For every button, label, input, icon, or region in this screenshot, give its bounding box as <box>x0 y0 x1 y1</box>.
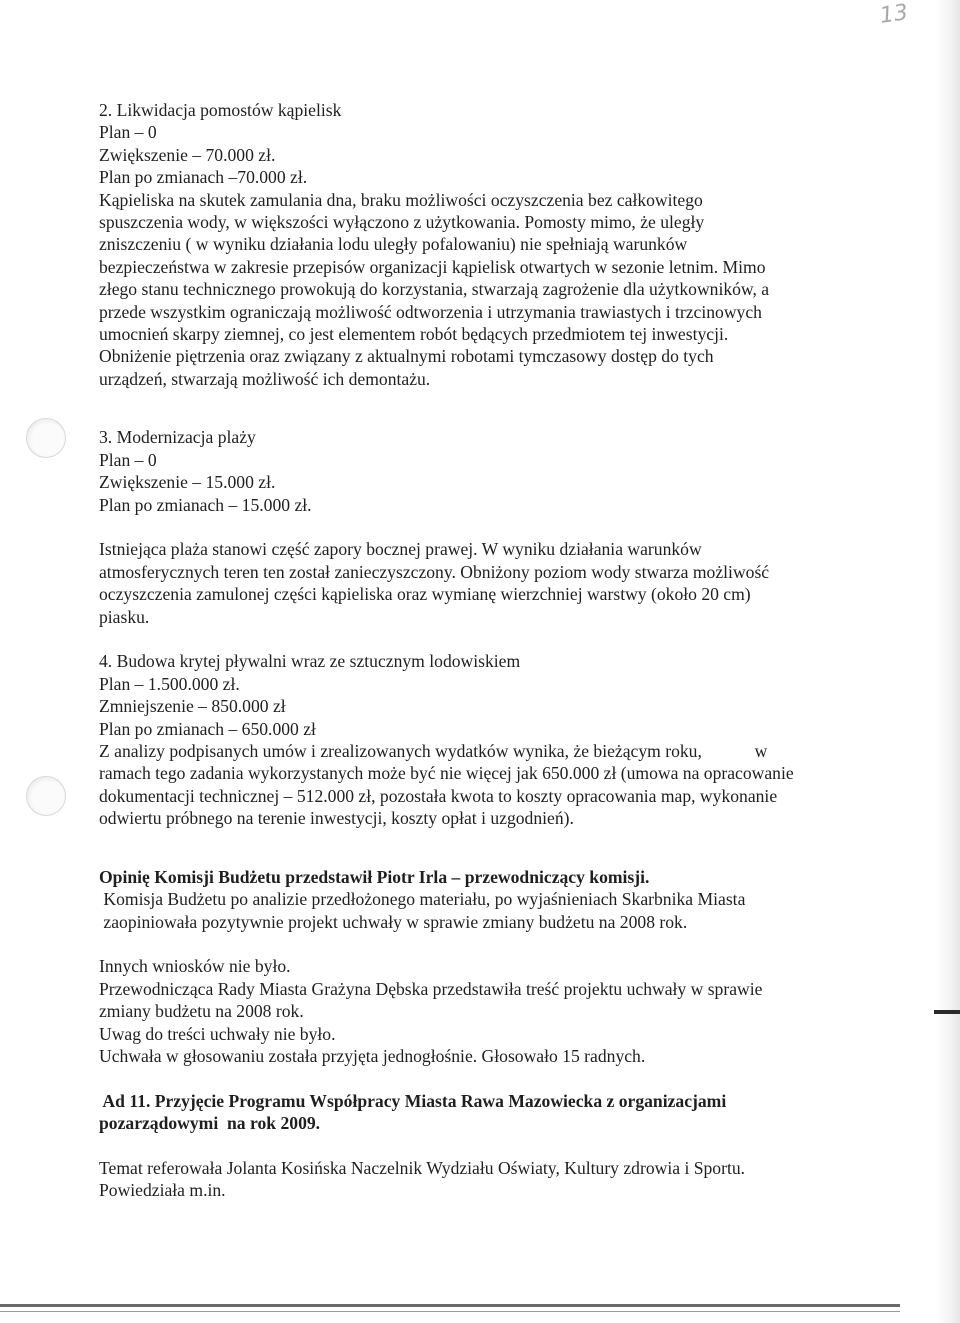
spacer <box>99 412 851 426</box>
paragraph-line: Istniejąca plaża stanowi część zapory bocznej prawej. W wyniku działania warunków <box>99 539 702 560</box>
final-line: Temat referowała Jolanta Kosińska Naczelnik Wydziału Oświaty, Kultury zdrowia i Sportu. <box>99 1157 746 1178</box>
page-edge-shadow <box>936 0 960 1323</box>
spacer <box>99 390 851 412</box>
bottom-scan-line <box>0 1304 900 1307</box>
section-heading: 3. Modernizacja plaży <box>99 427 256 448</box>
punch-hole <box>26 776 66 816</box>
section-4 <box>99 650 851 829</box>
agenda-heading-line: Ad 11. Przyjęcie Programu Współpracy Miasta Rawa Mazowiecka z organizacjami <box>99 1090 727 1111</box>
section-2 <box>99 99 851 390</box>
closing-block <box>99 955 851 1067</box>
plan-line: Plan – 0 <box>99 122 157 143</box>
plan-line: Plan – 0 <box>99 449 157 470</box>
paragraph-line: urządzeń, stwarzają możliwość ich demontażu. <box>99 368 431 389</box>
bottom-scan-line-thin <box>0 1311 900 1312</box>
paragraph-line: Kąpieliska na skutek zamulania dna, braku możliwości oczyszczenia bez całkowitego <box>99 189 703 210</box>
document-body <box>99 99 851 1202</box>
plan-after-line: Plan po zmianach – 650.000 zł <box>99 718 316 739</box>
section-heading: 2. Likwidacja pomostów kąpielisk <box>99 100 342 120</box>
spacer <box>99 852 851 866</box>
closing-line: Przewodnicząca Rady Miasta Grażyna Dębska przedstawiła treść projektu uchwały w sprawie <box>99 978 763 999</box>
paragraph-line: zniszczeniu ( w wyniku działania lodu uległy pofalowaniu) nie spełniają warunków <box>99 234 688 255</box>
final-line: Powiedziała m.in. <box>99 1180 226 1201</box>
spacer <box>99 933 851 955</box>
plan-after-line: Plan po zmianach –70.000 zł. <box>99 167 308 188</box>
increase-line: Zwiększenie – 70.000 zł. <box>99 144 276 165</box>
agenda-item-11 <box>99 1090 851 1135</box>
commission-line: zaopiniowała pozytywnie projekt uchwały w sprawie zmiany budżetu na 2008 rok. <box>99 911 688 932</box>
plan-line: Plan – 1.500.000 zł. <box>99 673 240 694</box>
commission-opinion <box>99 866 851 933</box>
paragraph-line: bezpieczeństwa w zakresie przepisów organizacji kąpielisk otwartych w sezonie letnim. Mimo <box>99 256 766 277</box>
closing-line: Innych wniosków nie było. <box>99 956 291 977</box>
spacer <box>99 830 851 852</box>
section-heading: 4. Budowa krytej pływalni wraz ze sztucznym lodowiskiem <box>99 651 521 672</box>
paragraph-line: ramach tego zadania wykorzystanych może być nie więcej jak 650.000 zł (umowa na opracowanie <box>99 763 794 784</box>
paragraph-line: Z analizy podpisanych umów i zrealizowanych wydatków wynika, że bieżącym roku, w <box>99 740 768 761</box>
agenda-heading-line: pozarządowymi na rok 2009. <box>99 1113 321 1134</box>
decrease-line: Zmniejszenie – 850.000 zł <box>99 696 286 717</box>
closing-line: Uchwała w głosowaniu została przyjęta jednogłośnie. Głosowało 15 radnych. <box>99 1046 646 1067</box>
paragraph-line: odwiertu próbnego na terenie inwestycji, koszty opłat i uzgodnień). <box>99 808 574 829</box>
closing-line: zmiany budżetu na 2008 rok. <box>99 1001 304 1022</box>
spacer <box>99 1135 851 1157</box>
edge-mark <box>934 1010 960 1014</box>
paragraph-line: złego stanu technicznego prowokują do korzystania, stwarzają zagrożenie dla użytkowników, a <box>99 279 770 300</box>
paragraph-line: atmosferycznych teren ten został zanieczyszczony. Obniżony poziom wody stwarza możliwość <box>99 561 770 582</box>
spacer <box>99 516 851 538</box>
increase-line: Zwiększenie – 15.000 zł. <box>99 472 276 493</box>
spacer <box>99 1067 851 1089</box>
closing-line: Uwag do treści uchwały nie było. <box>99 1023 336 1044</box>
paragraph-line: piasku. <box>99 606 150 627</box>
spacer <box>99 628 851 650</box>
paragraph-line: spuszczenia wody, w większości wyłączono z użytkowania. Pomosty mimo, że uległy <box>99 211 705 232</box>
paragraph-line: przede wszystkim ograniczają możliwość odtworzenia i utrzymania trawiastych i trzcinowych <box>99 301 762 322</box>
punch-hole <box>26 418 66 458</box>
final-block <box>99 1157 851 1202</box>
section-3 <box>99 426 851 628</box>
handwritten-page-number: 13 <box>878 0 910 29</box>
paragraph-line: dokumentacji technicznej – 512.000 zł, pozostała kwota to koszty opracowania map, wykonanie <box>99 785 778 806</box>
commission-heading: Opinię Komisji Budżetu przedstawił Piotr Irla – przewodniczący komisji. <box>99 866 650 887</box>
paragraph-line: oczyszczenia zamulonej części kąpieliska oraz wymianę wierzchniej warstwy (około 20 cm) <box>99 584 751 605</box>
plan-after-line: Plan po zmianach – 15.000 zł. <box>99 494 312 515</box>
paragraph-line: umocnień skarpy ziemnej, co jest elementem robót będących przedmiotem tej inwestycji. <box>99 323 729 344</box>
paragraph-line: Obniżenie piętrzenia oraz związany z aktualnymi robotami tymczasowy dostęp do tych <box>99 346 714 367</box>
commission-line: Komisja Budżetu po analizie przedłożonego materiału, po wyjaśnieniach Skarbnika Miasta <box>99 889 746 910</box>
